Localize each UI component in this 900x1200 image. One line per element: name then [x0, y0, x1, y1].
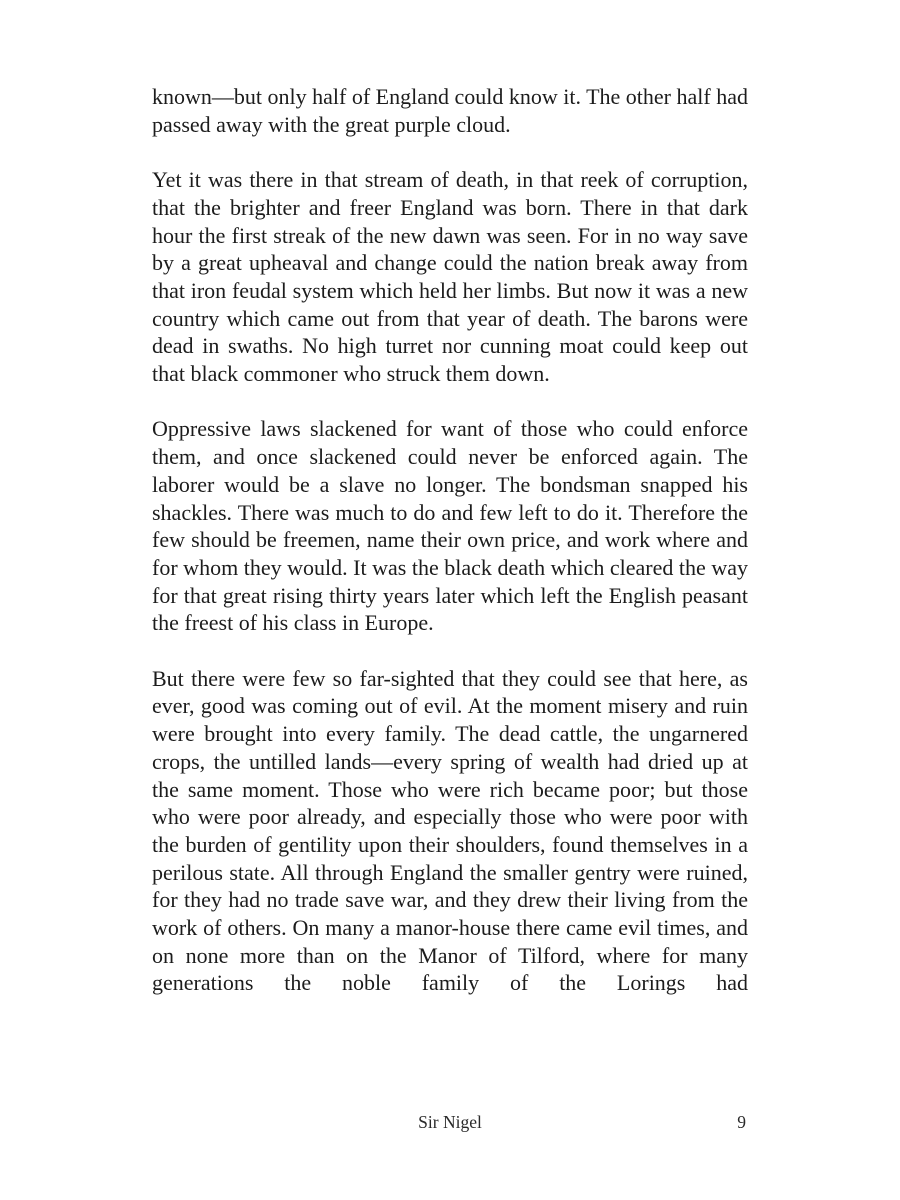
- paragraph: But there were few so far-sighted that they could see that here, as ever, good was coming out of evil. At the moment misery and ruin were brought into every family. The dead cattle, the ungarnered crops, the untilled lands—every spring of wealth had dried up at the same moment. Those who were rich became poor; but those who were poor already, and especially those who were poor with the burden of gentility upon their shoulders, found themselves in a perilous state. All through England the smaller gentry were ruined, for they had no trade save war, and they drew their living from the work of others. On many a manor-house there came evil times, and on none more than on the Manor of Tilford, where for many generations the noble family of the Lorings had: [152, 665, 748, 996]
- paragraph: Oppressive laws slackened for want of those who could enforce them, and once slackened could never be enforced again. The laborer would be a slave no longer. The bondsman snapped his shackles. There was much to do and few left to do it. Therefore the few should be freemen, name their own price, and work where and for whom they would. It was the black death which cleared the way for that great rising thirty years later which left the English peasant the freest of his class in Europe.: [152, 416, 748, 636]
- paragraph: Yet it was there in that stream of death, in that reek of corruption, that the brighter and freer England was born. There in that dark hour the first streak of the new dawn was seen. For in no way save by a great upheaval and change could the nation break away from that iron feudal system which held her limbs. But now it was a new country which came out from that year of death. The barons were dead in swaths. No high turret nor cunning moat could keep out that black commoner who struck them down.: [152, 167, 748, 387]
- page-body-text: [152, 83, 748, 997]
- page-footer: [152, 1108, 748, 1136]
- page-number: 9: [737, 1112, 746, 1132]
- running-title: Sir Nigel: [418, 1112, 482, 1132]
- paragraph: known—but only half of England could know it. The other half had passed away with the great purple cloud.: [152, 84, 748, 137]
